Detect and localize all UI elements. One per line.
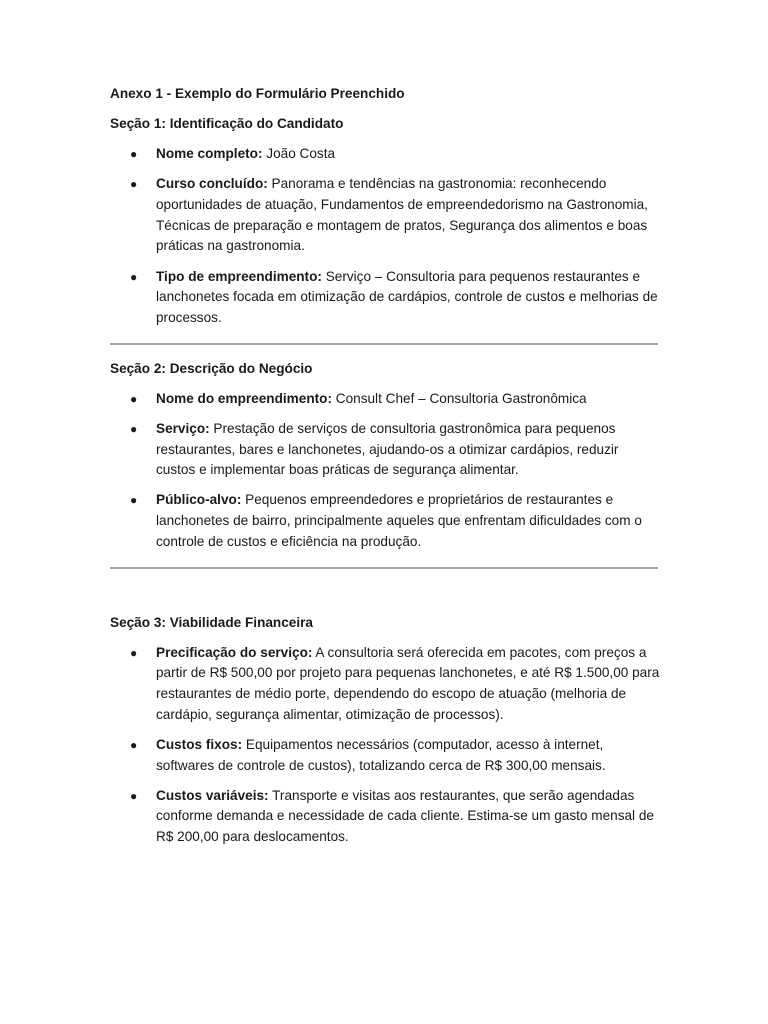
list-item xyxy=(110,389,660,410)
item-text: Serviço – Consultoria para pequenos restaurantes e lanchonetes focada em otimização de cardápios, controle de custos e melhorias de processos. xyxy=(156,268,658,325)
item-label: Custos fixos: xyxy=(156,736,243,752)
section-2-list xyxy=(110,389,660,553)
section-1-title: Seção 1: Identificação do Candidato xyxy=(110,116,344,131)
bullet-icon: ● xyxy=(130,147,138,161)
list-item xyxy=(110,643,660,726)
item-text: A consultoria será oferecida em pacotes, com preços a partir de R$ 500,00 por projeto para pequenas lanchonetes, e até R$ 1.500,00 para restaurantes de médio porte, dependendo do escopo de atuação (melhoria de cardápio, segurança alimentar, otimização de processos). xyxy=(156,644,660,722)
item-text: Pequenos empreendedores e proprietários de restaurantes e lanchonetes de bairro, principalmente aqueles que enfrentam dificuldades com o controle de custos e eficiência na produção. xyxy=(156,492,642,549)
bullet-icon: ● xyxy=(130,645,138,660)
item-text: João Costa xyxy=(262,146,336,161)
bullet-icon: ● xyxy=(130,177,138,192)
section-divider xyxy=(110,343,658,345)
item-label: Custos variáveis: xyxy=(156,787,269,803)
item-text: Panorama e tendências na gastronomia: reconhecendo oportunidades de atuação, Fundamentos de empreendedorismo na Gastronomia, Técnicas de preparação e montagem de pratos, Segurança dos alimentos e boas práticas na gastronomia. xyxy=(156,176,648,254)
list-item xyxy=(110,490,660,552)
item-label: Nome completo: xyxy=(156,146,263,161)
item-label: Nome do empreendimento: xyxy=(156,390,332,406)
item-label: Precificação do serviço: xyxy=(156,644,313,660)
section-2-title: Seção 2: Descrição do Negócio xyxy=(110,360,313,376)
section-3-title: Seção 3: Viabilidade Financeira xyxy=(110,614,313,630)
item-label: Público-alvo: xyxy=(156,492,242,508)
list-item xyxy=(110,174,660,257)
list-item xyxy=(110,267,660,329)
item-text: Transporte e visitas aos restaurantes, que serão agendadas conforme demanda e necessidade de cada cliente. Estima-se um gasto mensal de R$ 200,00 para deslocamentos. xyxy=(156,787,654,845)
item-text: Equipamentos necessários (computador, acesso à internet, softwares de controle de custos), totalizando cerca de R$ 300,00 mensais. xyxy=(156,736,606,773)
section-3-list xyxy=(110,643,660,848)
item-label: Curso concluído: xyxy=(156,176,268,192)
list-item xyxy=(110,786,660,848)
item-text: Consult Chef – Consultoria Gastronômica xyxy=(331,390,587,406)
bullet-icon: ● xyxy=(130,421,138,436)
list-item xyxy=(110,419,660,481)
bullet-icon: ● xyxy=(130,737,138,752)
bullet-icon: ● xyxy=(130,788,138,803)
section-1-list xyxy=(110,144,660,329)
item-label: Serviço: xyxy=(156,420,210,436)
list-item xyxy=(110,144,660,165)
section-divider xyxy=(110,567,658,569)
bullet-icon: ● xyxy=(130,269,138,284)
document-title: Anexo 1 - Exemplo do Formulário Preenchido xyxy=(110,86,405,101)
document-page xyxy=(110,84,660,857)
bullet-icon: ● xyxy=(130,391,138,406)
bullet-icon: ● xyxy=(130,493,138,508)
list-item xyxy=(110,735,660,776)
item-label: Tipo de empreendimento: xyxy=(156,268,322,284)
item-text: Prestação de serviços de consultoria gastronômica para pequenos restaurantes, bares e lanchonetes, ajudando-os a otimizar cardápios, reduzir custos e implementar boas práticas de segurança alimentar. xyxy=(156,420,619,478)
